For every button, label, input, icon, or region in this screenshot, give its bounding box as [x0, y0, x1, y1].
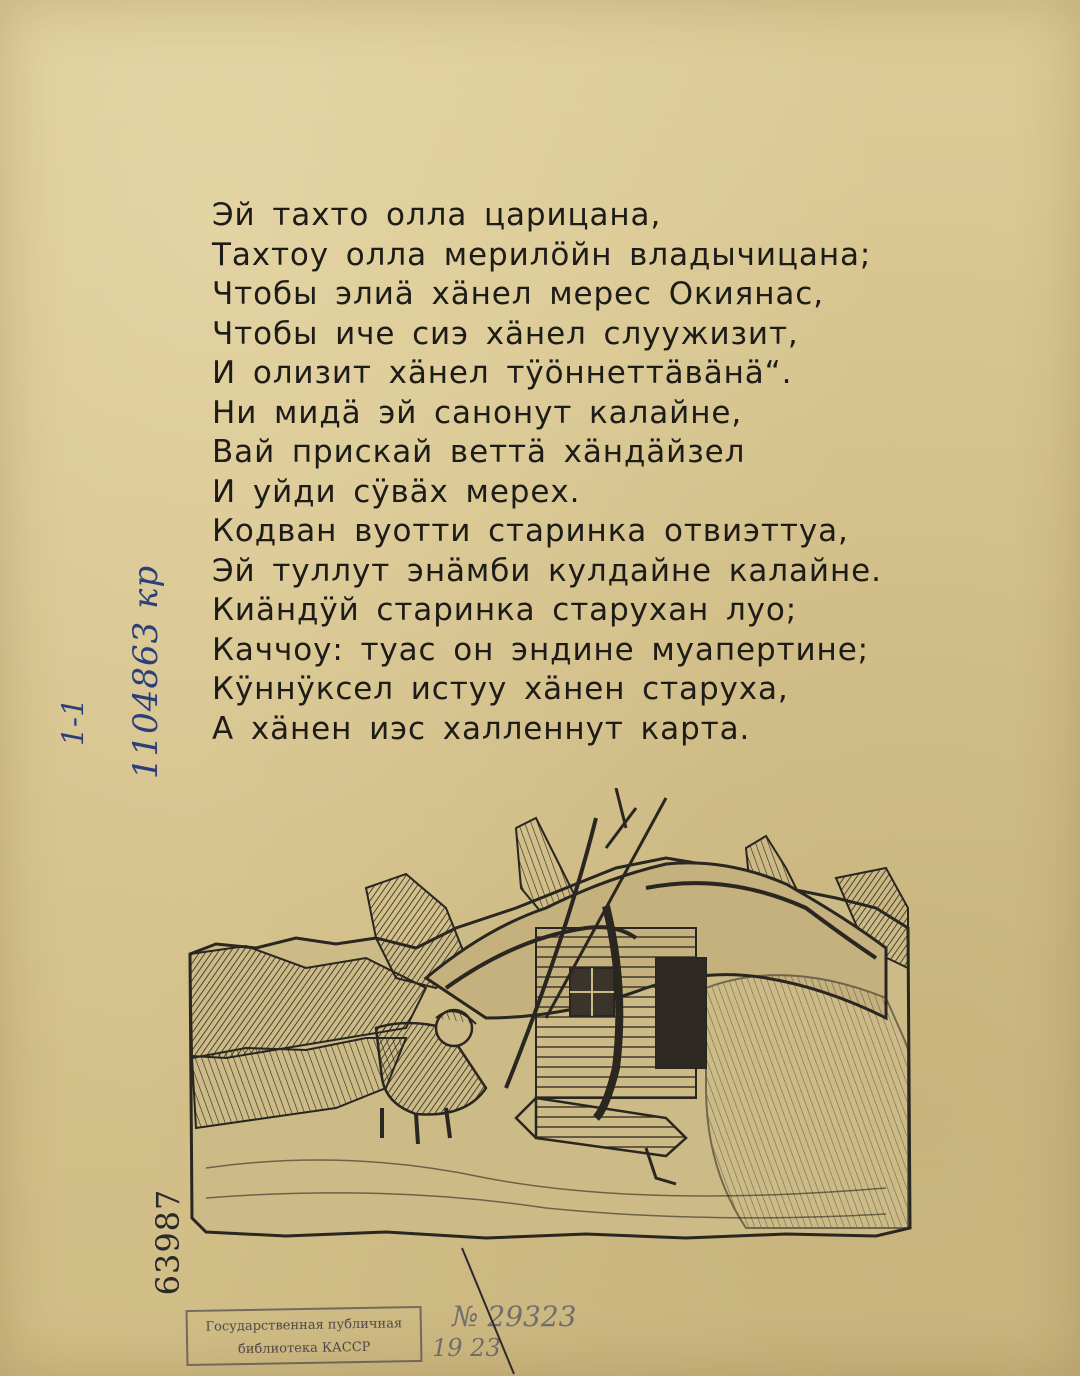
poem-line: И олизит хӓнел тӱӧннеттӓвӓнӓ“.: [212, 355, 793, 391]
poem-line: А хӓнен иэс халленнут карта.: [212, 710, 751, 747]
poem-line: Эй тахто олла царицана,: [212, 197, 662, 233]
poem-line: Кӱннӱксел истуу хӓнен старуха,: [212, 671, 789, 707]
poem-line: Каччоу: туас он эндине муапертине;: [212, 631, 870, 668]
poem-text: [212, 196, 932, 749]
poem-line: Эй туллут энӓмби кулдайне калайне.: [212, 552, 882, 589]
poem-line: Чтобы иче сиэ хӓнел слуужизит,: [212, 315, 799, 352]
accession-number: № 29323: [452, 1300, 577, 1333]
woodcut-illustration: [186, 788, 912, 1242]
poem-line: Чтобы элиӓ хӓнел мерес Окиянас,: [212, 276, 824, 312]
library-stamp: [186, 1306, 423, 1366]
poem-line: И уйди сӱвӓх мерех.: [212, 473, 581, 510]
accession-year: 19 23: [432, 1334, 501, 1362]
library-stamp-line1: Государственная публичная: [205, 1316, 403, 1335]
poem-line: Вай прискай веттӓ хӓндӓйзел: [212, 434, 746, 470]
poem-line: Тахтоу олла мерилӧйн владычицана;: [212, 236, 872, 273]
shelf-mark-handwritten: 1-1: [56, 697, 92, 747]
accession-stamp: [426, 1300, 606, 1372]
poem-line: Ни мидӓ эй санонут калайне,: [212, 394, 743, 431]
poem-line: Кодван вуотти старинка отвиэттуа,: [212, 513, 849, 549]
library-stamp-line2: библиотека КАССР: [237, 1339, 371, 1358]
inventory-number: 63987: [149, 1188, 187, 1296]
catalog-number-handwritten: 1104863 кр: [126, 564, 166, 780]
poem-line: Киӓндӱй старинка старухан луо;: [212, 592, 798, 628]
